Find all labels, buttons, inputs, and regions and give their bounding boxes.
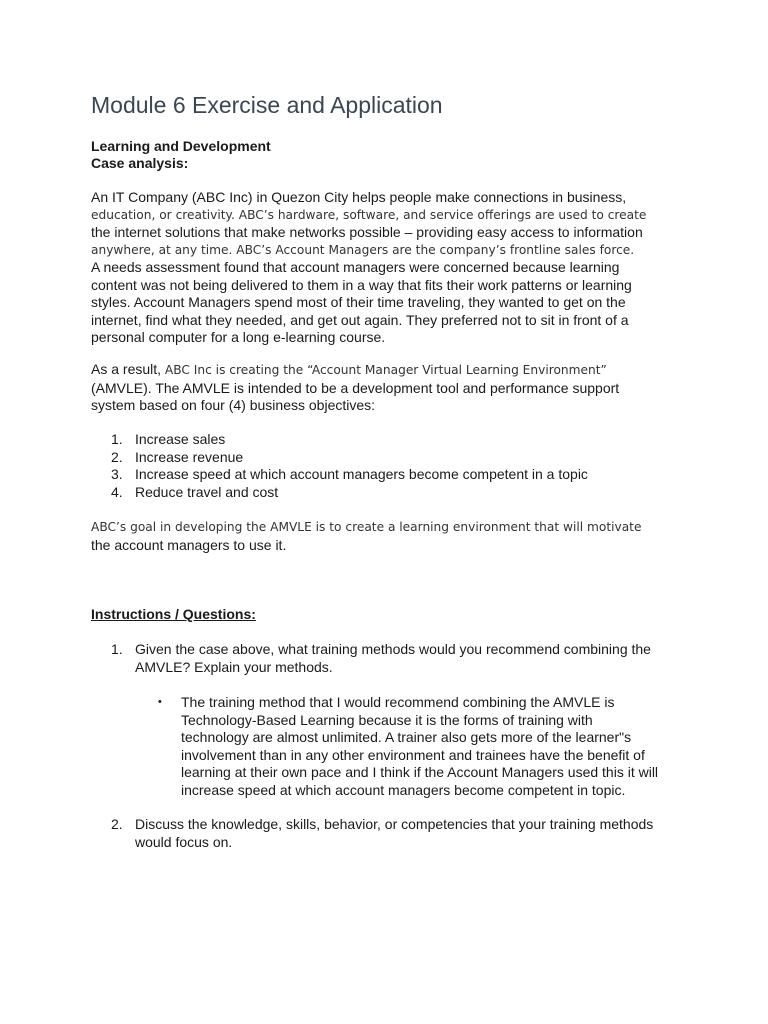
objectives-list [91, 431, 588, 501]
goal-line: ABC’s goal in developing the AMVLE is to create a learning environment that will motivate [91, 520, 642, 534]
result-line-quote: ABC Inc is creating the “Account Manager Virtual Learning Environment” [164, 363, 607, 377]
question-line: would focus on. [135, 833, 233, 850]
list-item-text: Reduce travel and cost [135, 483, 279, 500]
list-item [91, 431, 588, 449]
list-number: 4. [111, 483, 123, 500]
list-number: 1. [111, 431, 123, 447]
result-paragraph [91, 361, 691, 415]
list-item-text: Increase speed at which account managers become competent in a topic [135, 466, 588, 482]
intro-paragraph [91, 189, 691, 347]
result-line [91, 361, 691, 380]
list-item [91, 466, 588, 484]
subheading: Learning and Development [91, 138, 271, 154]
instructions-heading: Instructions / Questions: [91, 606, 256, 622]
question-line: Discuss the knowledge, skills, behavior, or competencies that your training methods [135, 816, 654, 832]
question-1 [91, 641, 691, 676]
question-number: 2. [111, 816, 123, 832]
result-line-start: As a result, [91, 361, 165, 377]
question-line: AMVLE? Explain your methods. [135, 658, 333, 675]
answer-line: technology are almost unlimited. A trainer also gets more of the learner"s [181, 729, 632, 745]
goal-line: the account managers to use it. [91, 536, 287, 553]
list-number: 3. [111, 466, 123, 482]
intro-line: internet, find what they needed, and get out again. They preferred not to sit in front of a [91, 311, 629, 328]
list-item-text: Increase revenue [135, 448, 244, 465]
answer-line: The training method that I would recommend combining the AMVLE is [181, 694, 615, 710]
intro-line: content was not being delivered to them in a way that fits their work patterns or learning [91, 276, 632, 293]
list-item [91, 484, 588, 502]
intro-line: anywhere, at any time. ABC’s Account Managers are the company’s frontline sales force. [91, 242, 635, 257]
case-analysis-heading: Case analysis: [91, 155, 189, 171]
result-line: system based on four (4) business objectives: [91, 397, 376, 413]
question-number: 1. [111, 641, 123, 657]
bullet-icon: • [158, 696, 162, 708]
answer-line: learning at their own pace and I think if the Account Managers used this it will [181, 764, 659, 780]
intro-line: styles. Account Managers spend most of their time traveling, they wanted to get on the [91, 294, 626, 310]
intro-line: A needs assessment found that account managers were concerned because learning [91, 259, 620, 275]
answer-line: Technology-Based Learning because it is the forms of training with [181, 711, 593, 728]
list-number: 2. [111, 448, 123, 465]
page-title: Module 6 Exercise and Application [91, 92, 443, 118]
list-item [91, 449, 588, 467]
intro-line: education, or creativity. ABC’s hardware, software, and service offerings are used to create [91, 207, 647, 222]
question-line: Given the case above, what training methods would you recommend combining the [135, 641, 651, 657]
goal-paragraph [91, 519, 691, 554]
intro-line: An IT Company (ABC Inc) in Quezon City helps people make connections in business, [91, 189, 627, 205]
answer-1 [158, 694, 701, 799]
question-2 [91, 816, 691, 851]
intro-line: the internet solutions that make networks possible – providing easy access to information [91, 224, 643, 240]
intro-line: personal computer for a long e-learning course. [91, 329, 386, 345]
list-item-text: Increase sales [135, 431, 226, 447]
answer-line: involvement than in any other environment and trainees have the benefit of [181, 746, 645, 763]
result-line: (AMVLE). The AMVLE is intended to be a development tool and performance support [91, 379, 620, 396]
answer-line: increase speed at which account managers become competent in topic. [181, 781, 626, 798]
